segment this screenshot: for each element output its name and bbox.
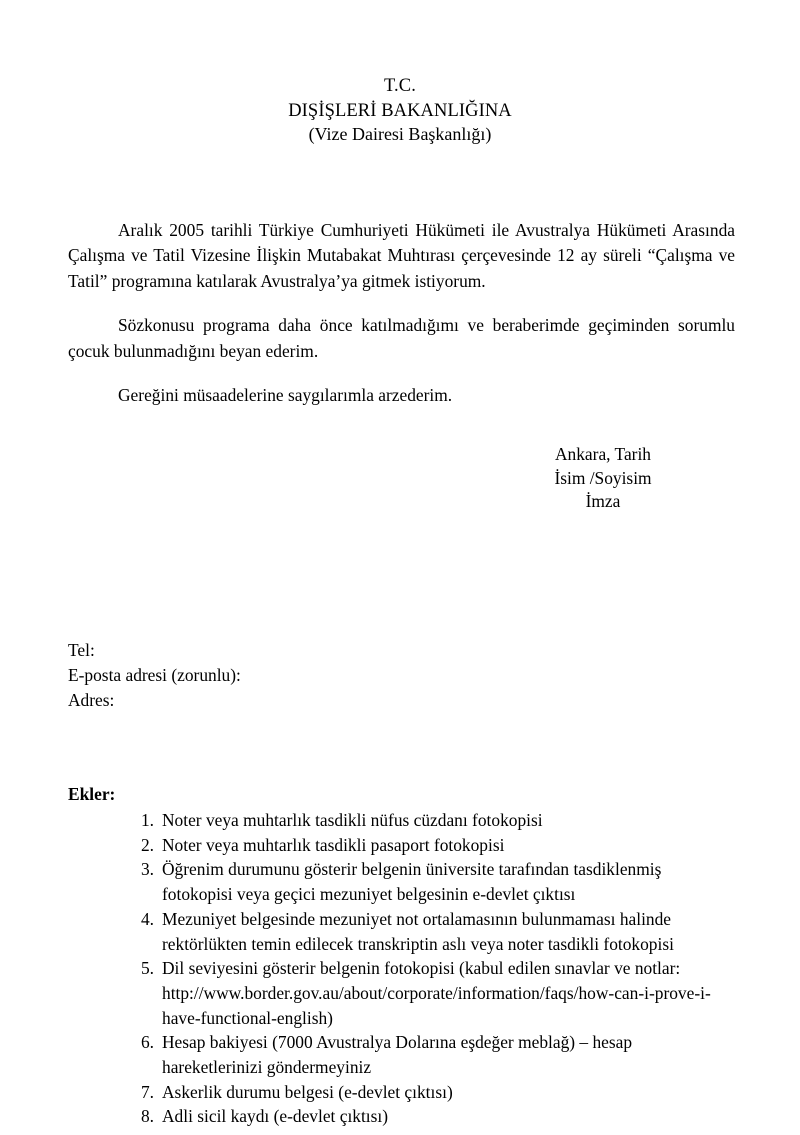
- body-paragraph-1: Aralık 2005 tarihli Türkiye Cumhuriyeti Hükümeti ile Avustralya Hükümeti Arasında Çalışma ve Tatil Vizesine İlişkin Mutabakat Muhtırası çerçevesinde 12 ay süreli “Çalışma ve Tatil” programına katılarak Avustralya’ya gitmek istiyorum.: [68, 220, 735, 291]
- letterhead-line-ministry: DIŞİŞLERİ BAKANLIĞINA: [288, 100, 512, 121]
- attachment-item: [136, 907, 733, 956]
- signature-name-surname: İsim /Soyisim: [554, 467, 652, 488]
- attachment-item-text: Noter veya muhtarlık tasdikli nüfus cüzdanı fotokopisi: [162, 810, 543, 830]
- contact-address-label: Adres:: [68, 690, 115, 711]
- contact-fields: [68, 638, 488, 714]
- attachment-item: [136, 808, 733, 833]
- letterhead-line-department: (Vize Dairesi Başkanlığı): [308, 124, 492, 145]
- attachment-item: [136, 1030, 733, 1079]
- signature-sign: İmza: [585, 491, 621, 512]
- letterhead-line-republic: T.C.: [384, 76, 416, 96]
- letter-body: [68, 218, 735, 408]
- signature-block: [508, 443, 698, 514]
- signature-place-date: Ankara, Tarih: [554, 444, 651, 464]
- contact-email-label: E-posta adresi (zorunlu):: [68, 665, 241, 686]
- attachment-item-text: Hesap bakiyesi (7000 Avustralya Dolarına eşdeğer meblağ) – hesap hareketlerinizi göndermeyiniz: [162, 1032, 633, 1078]
- attachment-item: [136, 833, 733, 858]
- contact-phone-label: Tel:: [68, 640, 95, 660]
- attachment-item: [136, 1080, 733, 1105]
- attachments-list: [68, 808, 733, 1129]
- attachment-item: [136, 956, 733, 1030]
- body-paragraph-2: Sözkonusu programa daha önce katılmadığımı ve beraberimde geçiminden sorumlu çocuk bulunmadığını beyan ederim.: [68, 315, 735, 361]
- attachment-item: [136, 1104, 733, 1129]
- attachment-item: [136, 857, 733, 906]
- attachment-item-text: Adli sicil kaydı (e-devlet çıktısı): [162, 1106, 389, 1127]
- attachment-item-text: Mezuniyet belgesinde mezuniyet not ortalamasının bulunmaması halinde rektörlükten temin edilecek transkriptin aslı veya noter tasdikli fotokopisi: [162, 908, 674, 954]
- attachments-title: Ekler:: [68, 784, 116, 804]
- attachments-section: [68, 784, 733, 1129]
- attachment-item-text: Dil seviyesini gösterir belgenin fotokopisi (kabul edilen sınavlar ve notlar: http://www.border.gov.au/about/corporate/information/faqs/how-can-i-prove-i-have-functional-english): [162, 958, 711, 1028]
- attachment-item-text: Noter veya muhtarlık tasdikli pasaport fotokopisi: [162, 834, 505, 855]
- attachment-item-text: Öğrenim durumunu gösterir belgenin üniversite tarafından tasdiklenmiş fotokopisi veya geçici mezuniyet belgesinin e-devlet çıktısı: [162, 859, 662, 905]
- letterhead: [0, 74, 800, 147]
- body-paragraph-3: Gereğini müsaadelerine saygılarımla arzederim.: [118, 385, 453, 406]
- attachment-item-text: Askerlik durumu belgesi (e-devlet çıktısı): [162, 1081, 453, 1102]
